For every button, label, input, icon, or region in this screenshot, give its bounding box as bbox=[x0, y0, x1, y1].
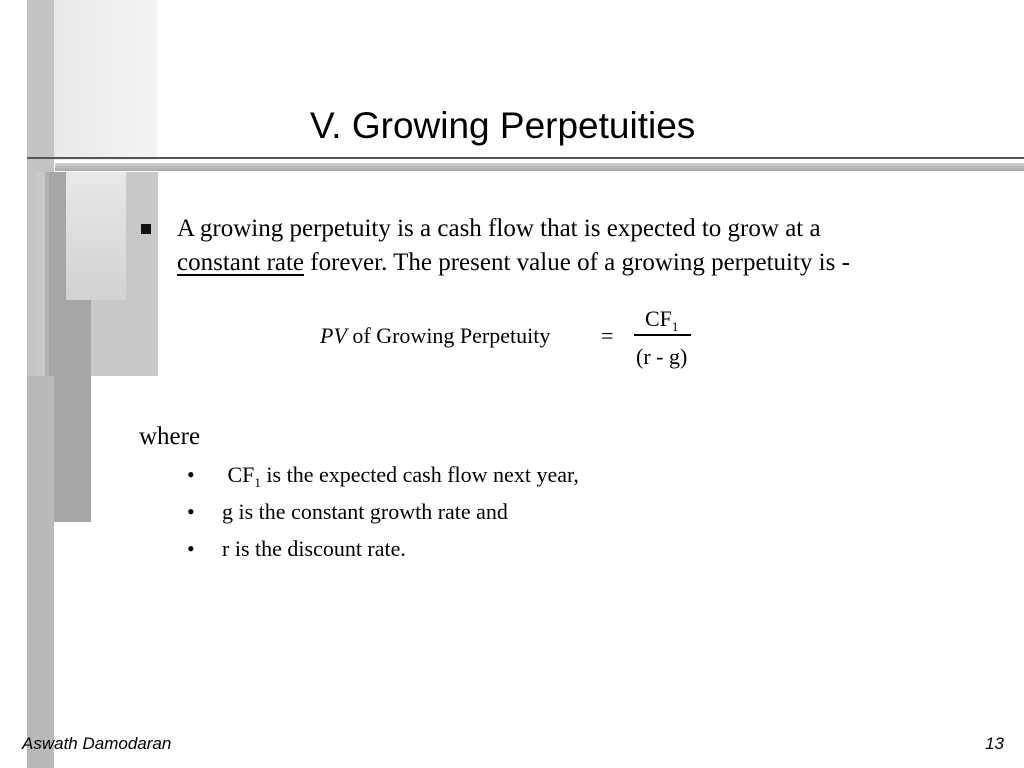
item-subscript: 1 bbox=[254, 475, 261, 490]
body-line-2 bbox=[177, 246, 850, 280]
body-line-2-rest: forever. The present value of a growing perpetuity is - bbox=[304, 249, 850, 276]
numerator-subscript: 1 bbox=[671, 319, 679, 334]
title-rule bbox=[27, 157, 1024, 159]
formula-equals: = bbox=[601, 323, 614, 348]
fraction-bar bbox=[634, 334, 691, 336]
page-title: V. Growing Perpetuities bbox=[310, 105, 696, 146]
decorative-panel bbox=[66, 172, 126, 300]
item-prefix: CF bbox=[222, 462, 255, 487]
item-text: is the expected cash flow next year, bbox=[260, 462, 579, 487]
formula-denominator: (r - g) bbox=[636, 344, 688, 369]
footer-author: Aswath Damodaran bbox=[22, 734, 172, 753]
item-text: r is the discount rate. bbox=[222, 536, 406, 561]
underlined-term: constant rate bbox=[177, 249, 305, 276]
item-text: g is the constant growth rate and bbox=[222, 499, 508, 524]
square-bullet-icon bbox=[141, 224, 151, 234]
list-item bbox=[187, 461, 579, 492]
body-line-1: A growing perpetuity is a cash flow that is expected to grow at a bbox=[177, 215, 821, 242]
numerator-text: CF bbox=[645, 306, 672, 331]
list-item bbox=[187, 535, 406, 563]
page-number: 13 bbox=[985, 734, 1004, 753]
title-rule-shadow bbox=[55, 163, 1024, 171]
formula-numerator bbox=[645, 305, 678, 336]
list-item bbox=[187, 498, 508, 526]
bullet-icon: • bbox=[187, 499, 195, 524]
bullet-icon: • bbox=[187, 462, 195, 487]
formula-lhs bbox=[320, 322, 550, 350]
where-label: where bbox=[139, 423, 201, 450]
bullet-icon: • bbox=[187, 536, 195, 561]
decorative-panel bbox=[27, 376, 54, 768]
formula-pv: PV bbox=[320, 323, 347, 348]
formula-lhs-text: of Growing Perpetuity bbox=[346, 323, 551, 348]
